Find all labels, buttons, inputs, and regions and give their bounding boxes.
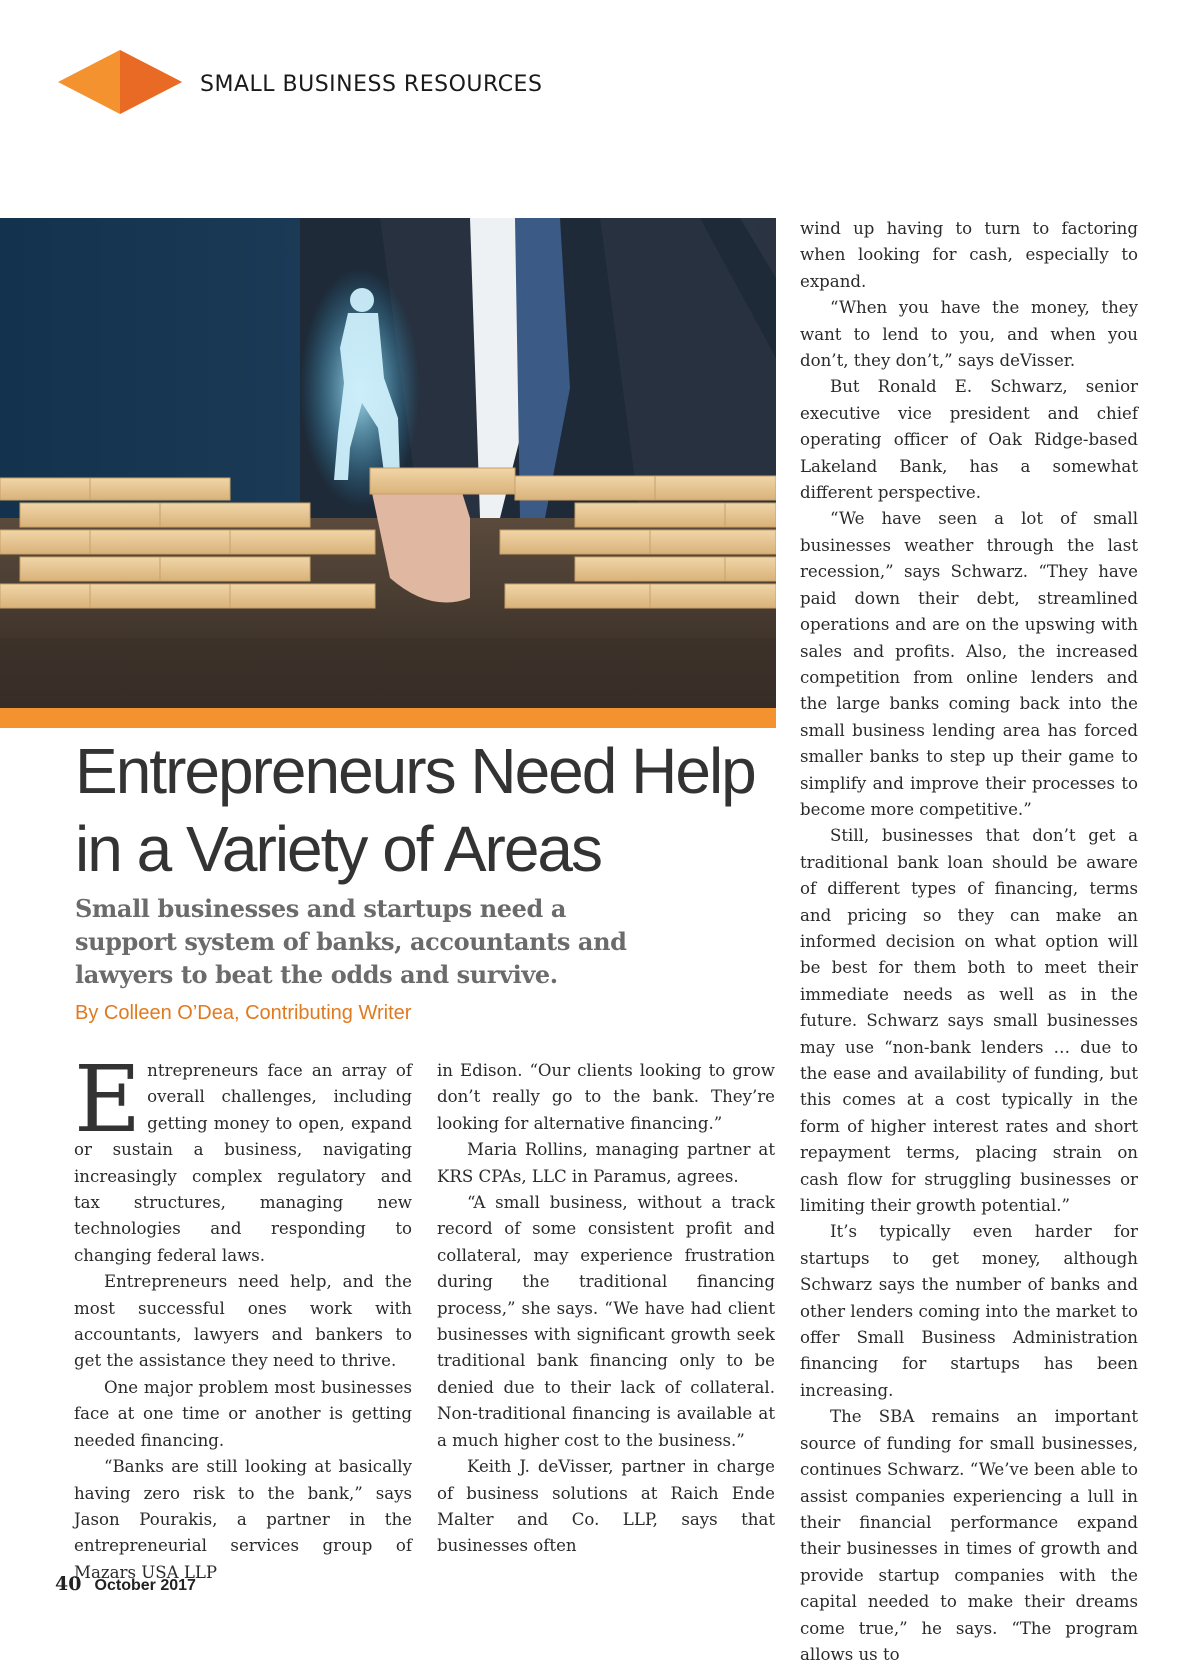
section-header (58, 50, 578, 114)
paragraph: Entrepreneurs face an array of overall challenges, including getting money to open, expand or sustain a business, navigating increasingly complex regulatory and tax structures, managing new technologies and responding to changing federal laws. (74, 1046, 412, 1265)
article-title-line-2: in a Variety of Areas (75, 813, 601, 885)
paragraph: Keith J. deVisser, partner in charge of business solutions at Raich Ende Malter and Co. LLP, says that businesses often (437, 1457, 775, 1556)
article-title-line-1: Entrepreneurs Need Help (75, 735, 755, 807)
paragraph: “We have seen a lot of small businesses weather through the last recession,” says Schwarz. “They have paid down their debt, streamlined operations and are on the upswing with sales and profits. Also, the increased competition from online lenders and the large banks coming back into the small business lending area has forced smaller banks to step up their game to simplify and improve their processes to become more competitive.” (800, 509, 1138, 819)
paragraph: “When you have the money, they want to lend to you, and when you don’t, they don’t,” says deVisser. (800, 298, 1138, 371)
paragraph: But Ronald E. Schwarz, senior executive vice president and chief operating officer of Oak Ridge-based Lakeland Bank, has a somewhat different perspective. (800, 377, 1138, 503)
paragraph: “Banks are still looking at basically having zero risk to the bank,” says Jason Pourakis, a partner in the entrepreneurial services group of Mazars USA LLP (74, 1457, 412, 1582)
paragraph: Still, businesses that don’t get a traditional bank loan should be aware of different types of financing, terms and pricing so they can make an informed decision on what option will be best for them both to meet their immediate needs as well as in the future. Schwarz says small businesses may use “non-bank lenders … due to the ease and availability of funding, but this comes at a cost typically in the form of higher interest rates and short repayment terms, placing strain on cash flow for struggling businesses or limiting their growth potential.” (800, 826, 1138, 1216)
paragraph: “A small business, without a track record of some consistent profit and collateral, may experience frustration during the traditional financing process,” she says. “We have had client businesses with significant growth seek traditional bank financing only to be denied due to their lack of collateral. Non-traditional financing is available at a much higher cost to the business.” (437, 1193, 775, 1450)
paragraph: wind up having to turn to factoring when looking for cash, especially to expand. (800, 219, 1138, 291)
byline: By Colleen O’Dea, Contributing Writer (75, 1002, 412, 1024)
hero-image (0, 218, 776, 728)
section-label: SMALL BUSINESS RESOURCES (200, 72, 543, 97)
paragraph: One major problem most businesses face at one time or another is getting needed financing. (74, 1377, 412, 1450)
article-column-2 (437, 1058, 775, 1560)
paragraph: The SBA remains an important source of funding for small businesses, continues Schwarz. “We’ve been able to assist companies experiencing a lull in their financial performance expand their businesses in times of growth and provide startup companies with the capital needed to make their dreams come true,” he says. “The program allows us to (800, 1407, 1138, 1664)
page-number: 40 (55, 1573, 82, 1595)
drop-cap: E (74, 1046, 142, 1153)
article-column-1 (74, 1046, 412, 1586)
article-title (75, 732, 765, 888)
article-column-3 (800, 216, 1138, 1668)
paragraph: Entrepreneurs need help, and the most successful ones work with accountants, lawyers and bankers to get the assistance they need to thrive. (74, 1272, 412, 1371)
article-dek: Small businesses and startups need a support system of banks, accountants and lawyers to beat the odds and survive. (75, 894, 627, 989)
section-diamond-icon (58, 50, 188, 114)
paragraph: Maria Rollins, managing partner at KRS CPAs, LLC in Paramus, agrees. (437, 1140, 775, 1186)
page-footer (55, 1573, 196, 1595)
issue-date: October 2017 (94, 1577, 196, 1594)
paragraph: in Edison. “Our clients looking to grow don’t really go to the bank. They’re looking for alternative financing.” (437, 1061, 775, 1133)
paragraph: It’s typically even harder for startups to get money, although Schwarz says the number of banks and other lenders coming into the market to offer Small Business Administration financing for startups has been increasing. (800, 1222, 1138, 1400)
